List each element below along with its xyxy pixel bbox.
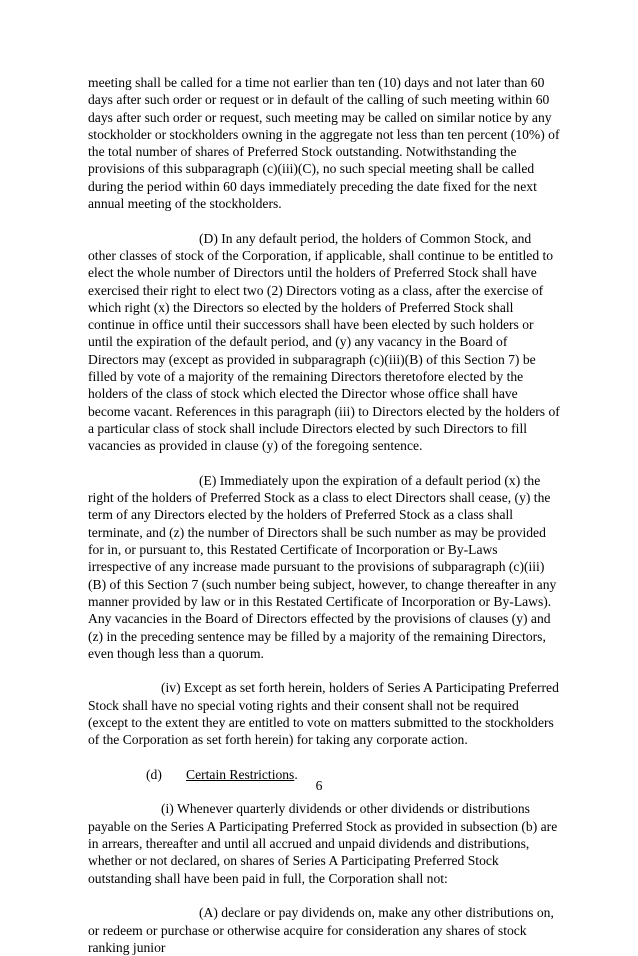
paragraph-a-dividends: (A) declare or pay dividends on, make any other distributions on, or redeem or purchase or otherwise acquire for consideration any shares of stock ranking junior: [88, 905, 554, 955]
paragraph-i-arrears: (i) Whenever quarterly dividends or other dividends or distributions payable on the Series A Participating Preferred Stock as provided in subsection (b) are in arrears, thereafter and until all accrued and unpaid dividends and distributions, whether or not declared, on shares of Series A Participating Preferred Stock outstanding shall have been paid in full, the Corporation shall not:: [88, 801, 558, 886]
paragraph-special-meeting: meeting shall be called for a time not earlier than ten (10) days and not later than 60 days after such order or request or in default of the calling of such meeting within 60 days after such order or request, such meeting may be called on similar notice by any stockholder or stockholders owning in the aggregate not less than ten percent (10%) of the total number of shares of Preferred Stock outstanding. Notwithstanding the provisions of this subparagraph (c)(iii)(C), no such special meeting shall be called during the period within 60 days immediately preceding the date fixed for the next annual meeting of the stockholders.: [88, 75, 560, 212]
page-number: 6: [315, 778, 323, 793]
paragraph-iv-voting-rights: (iv) Except as set forth herein, holders of Series A Participating Preferred Stock shall have no special voting rights and their consent shall not be required (except to the extent they are entitled to vote on matters submitted to the stockholders of the Corporation as set forth herein) for taking any corporate action.: [88, 680, 559, 748]
section-title-period: .: [294, 766, 298, 782]
section-title: Certain Restrictions: [186, 766, 295, 782]
paragraph-d-default-period: (D) In any default period, the holders of Common Stock, and other classes of stock of the Corporation, if applicable, shall continue to be entitled to elect the whole number of Directors until the holders of Preferred Stock shall have exercised their right to elect two (2) Directors voting as a class, after the exercise of which right (x) the Directors so elected by the holders of Preferred Stock shall continue in office until their successors shall have been elected by such holders or until the expiration of the default period, and (y) any vacancy in the Board of Directors may (except as provided in subparagraph (c)(iii)(B) of this Section 7) be filled by vote of a majority of the remaining Directors theretofore elected by the holders of the class of stock which elected the Director whose office shall have become vacant. References in this paragraph (iii) to Directors elected by the holders of a particular class of stock shall include Directors elected by such Directors to fill vacancies as provided in clause (y) of the foregoing sentence.: [88, 230, 560, 454]
paragraph-e-expiration: (E) Immediately upon the expiration of a default period (x) the right of the holders of Preferred Stock as a class to elect Directors shall cease, (y) the term of any Directors elected by the holders of Preferred Stock as a class shall terminate, and (z) the number of Directors shall be such number as may be provided for in, or pursuant to, this Restated Certificate of Incorporation or By-Laws irrespective of any increase made pursuant to the provisions of subparagraph (c)(iii)(B) of this Section 7 (such number being subject, however, to change thereafter in any manner provided by law or in this Restated Certificate of Incorporation or By-Laws). Any vacancies in the Board of Directors effected by the provisions of clauses (y) and (z) in the preceding sentence may be filled by a majority of the remaining Directors, even though less than a quorum.: [88, 472, 557, 661]
section-label: (d): [146, 766, 162, 782]
document-page: [88, 74, 560, 956]
